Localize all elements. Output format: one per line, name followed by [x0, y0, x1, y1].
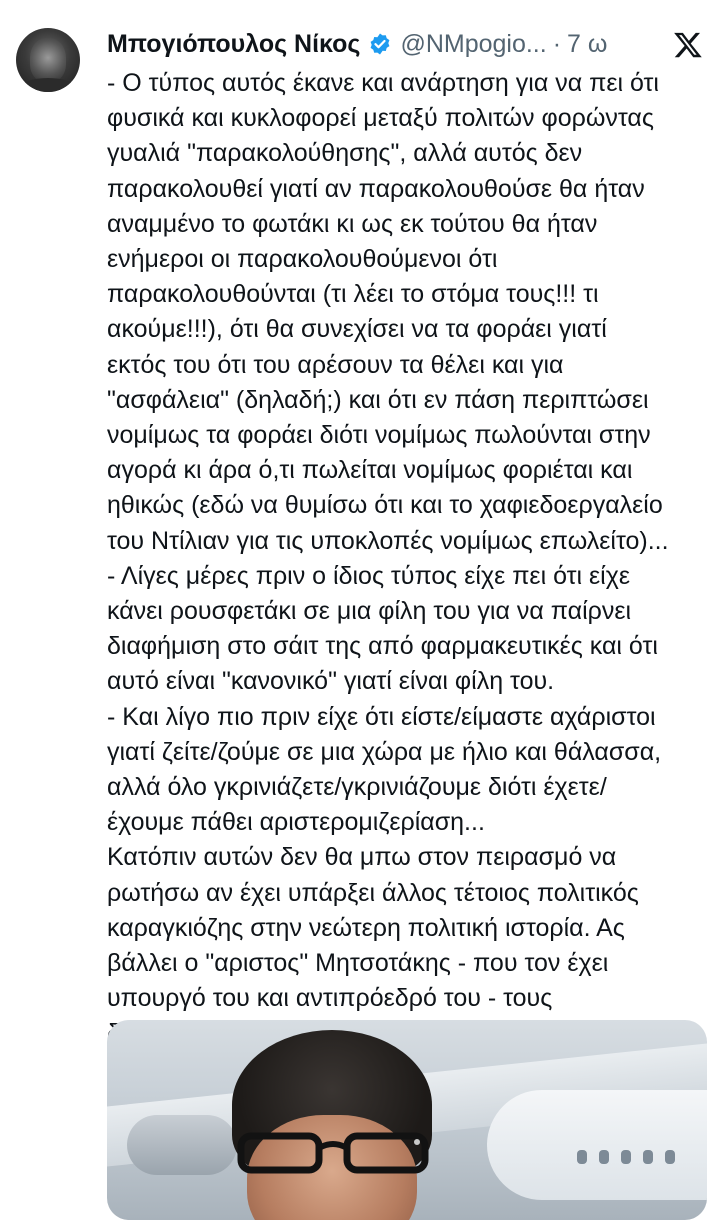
separator-dot: · [552, 29, 562, 58]
avatar-face [30, 38, 66, 82]
tweet-text-line: ρωτήσω αν έχει υπάρξει άλλος τέτοιος πολιτικός [107, 878, 639, 907]
tweet-text-line: παρακολουθεί γιατί αν παρακολουθούσε θα ήταν [107, 174, 645, 203]
tweet-text-line: γυαλιά "παρακολούθησης", αλλά αυτός δεν [107, 139, 583, 168]
airplane-window [665, 1150, 675, 1164]
airplane-fuselage [487, 1090, 707, 1200]
verified-badge-icon [368, 32, 392, 56]
tweet-text-line: κάνει ρουσφετάκι σε μια φίλη του για να παίρνει [107, 597, 632, 626]
avatar-shoulders [20, 78, 76, 92]
tweet-header [107, 24, 607, 64]
timestamp[interactable]: 7 ω [567, 29, 608, 58]
tweet-text-line: εκτός του ότι του αρέσουν τα θέλει και για [107, 350, 564, 379]
airplane-window [621, 1150, 631, 1164]
display-name[interactable]: Μπογιόπουλος Νίκος [107, 29, 361, 58]
tweet-text-line: αγορά κι άρα ό,τι πωλείται νομίμως φοριέται και [107, 456, 633, 485]
airplane-window [599, 1150, 609, 1164]
tweet-text-line: ηθικώς (εδώ να θυμίσω ότι και το χαφιεδοεργαλείο [107, 491, 663, 520]
tweet-text-line: ακούμε!!!), ότι θα συνεχίσει να τα φοράει γιατί [107, 315, 607, 344]
user-handle[interactable]: @NMpogio... [400, 29, 547, 58]
tweet-text-line: ενήμεροι οι παρακολουθούμενοι ότι [107, 245, 498, 274]
attached-photo[interactable] [107, 1020, 707, 1220]
tweet-text-line: του Ντίλιαν για τις υποκλοπές νομίμως επωλείτο)... [107, 526, 669, 555]
tweet-text-line: υπουργό του και αντιπρόεδρό του - τους [107, 984, 553, 1013]
tweet-text-line: - Και λίγο πιο πριν είχε ότι είστε/είμαστε αχάριστοι [107, 702, 656, 731]
tweet-text-line: αυτό είναι "κανονικό" γιατί είναι φίλη του. [107, 667, 555, 696]
tweet-text-line: καραγκιόζης στην νεώτερη πολιτική ιστορία. Ας [107, 913, 625, 942]
eyeglasses [237, 1130, 432, 1174]
tweet-text-line: αλλά όλο γκρινιάζετε/γκρινιάζουμε διότι έχετε/ [107, 773, 607, 802]
tweet-text-line: - Λίγες μέρες πριν ο ίδιος τύπος είχε πει ότι είχε [107, 561, 630, 590]
tweet-text-line: διαφήμιση στο σάιτ της από φαρμακευτικές και ότι [107, 632, 658, 661]
airplane-window [577, 1150, 587, 1164]
airplane-engine [127, 1115, 237, 1175]
tweet-text-line: αναμμένο το φωτάκι κι ως εκ τούτου θα ήταν [107, 209, 598, 238]
tweet-text-line: νομίμως τα φοράει διότι νομίμως πωλούνται στην [107, 421, 651, 450]
airplane-window [643, 1150, 653, 1164]
tweet-text-line: Κατόπιν αυτών δεν θα μπω στον πειρασμό να [107, 843, 617, 872]
tweet-text-line: "ασφάλεια" (δηλαδή;) και ότι εν πάση περιπτώσει [107, 385, 649, 414]
x-logo-icon [673, 30, 703, 60]
tweet-text-line: - Ο τύπος αυτός έκανε και ανάρτηση για να πει ότι [107, 69, 659, 97]
tweet-text-line: παρακολουθούνται (τι λέει το στόμα τους!!! τι [107, 280, 599, 309]
tweet-text-line: φυσικά και κυκλοφορεί μεταξύ πολιτών φορώντας [107, 104, 654, 133]
tweet-text-line: βάλλει ο "αριστος" Μητσοτάκης - που τον έχει [107, 949, 609, 978]
tweet-text-line: έχουμε πάθει αριστερομιζερίαση... [107, 808, 485, 837]
avatar[interactable] [16, 28, 80, 92]
tweet-text-line: γιατί ζείτε/ζούμε σε μια χώρα με ήλιο και θάλασσα, [107, 737, 662, 766]
tweet-text [107, 66, 719, 1052]
